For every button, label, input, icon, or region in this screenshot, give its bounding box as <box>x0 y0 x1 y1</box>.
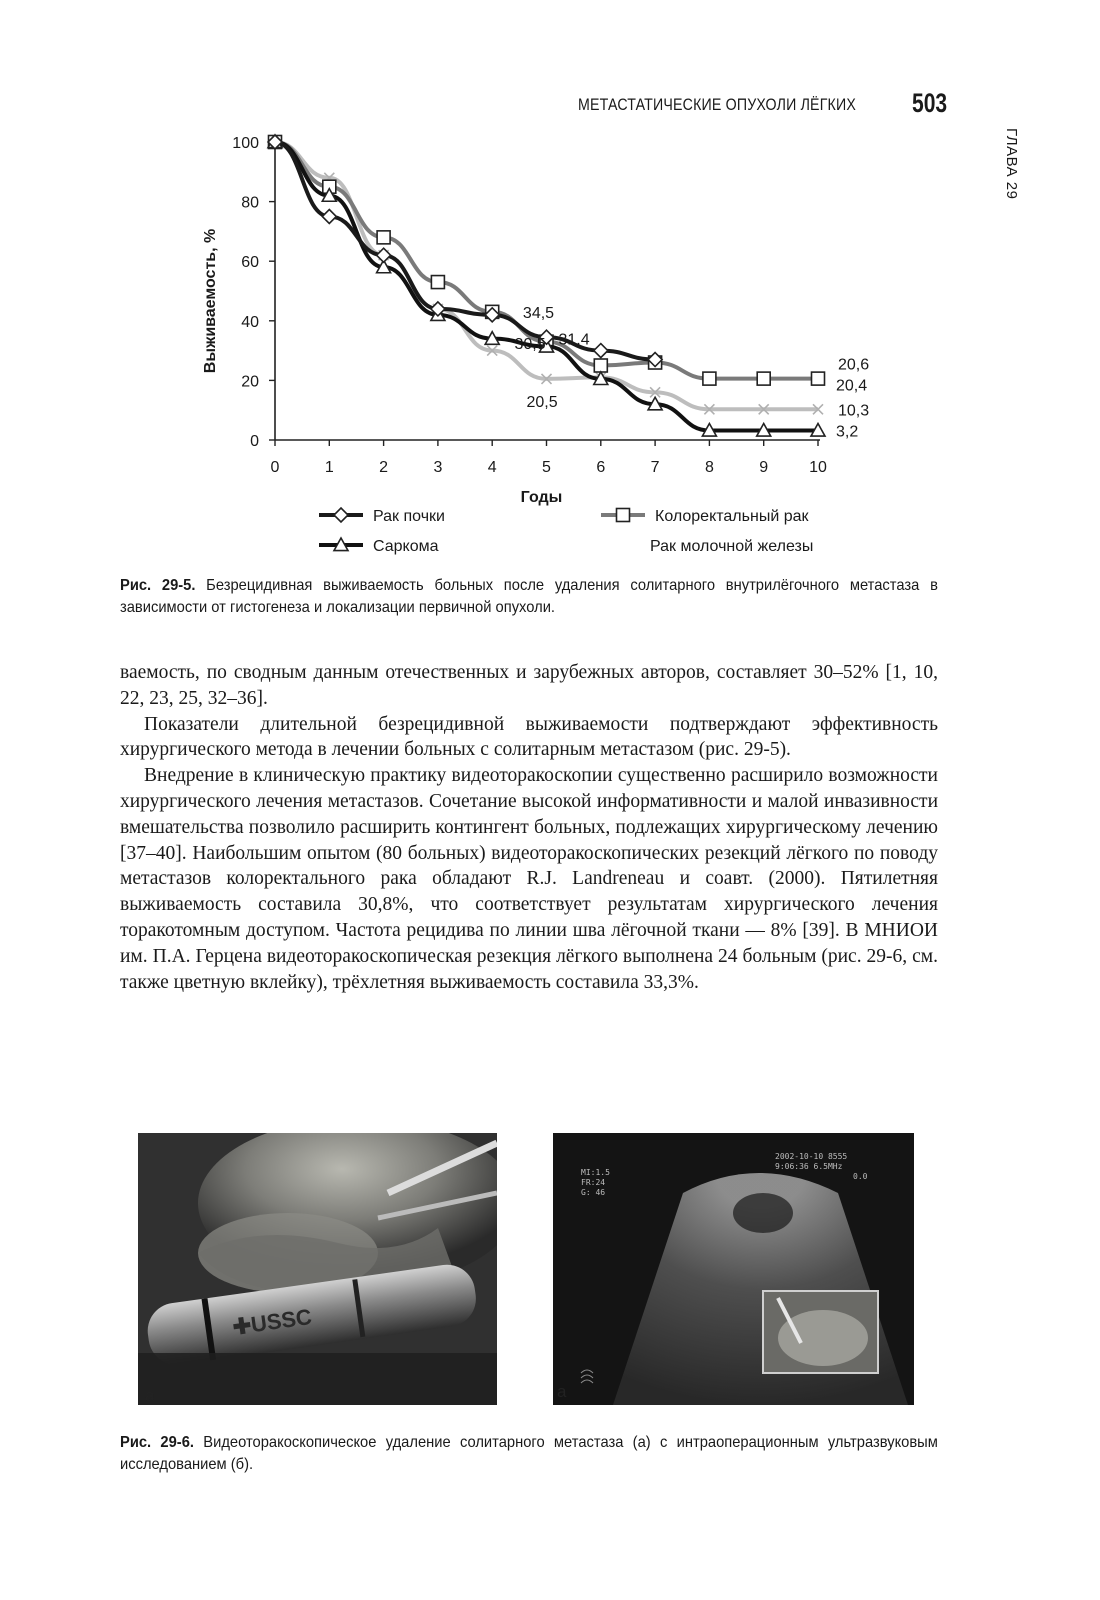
x-tick-label: 10 <box>809 459 827 476</box>
data-label: 31,4 <box>558 331 590 349</box>
body-text <box>120 660 938 995</box>
legend-marker <box>334 508 348 522</box>
instrument-brand: ✚USSC <box>231 1303 314 1340</box>
y-tick-label: 100 <box>232 135 259 152</box>
data-label: 30,5 <box>514 336 546 354</box>
data-label: 3,2 <box>836 423 859 441</box>
x-axis-title: Годы <box>520 489 563 506</box>
y-axis-title: Выживаемость, % <box>202 228 219 374</box>
data-point <box>594 359 607 372</box>
x-tick-label: 6 <box>596 459 606 476</box>
us-datetime: 2002-10-10 8555 <box>775 1152 848 1161</box>
paragraph: ваемость, по сводным данным отечественных и зарубежных авторов, составляет 30–52% [1, 10, 22, 23, 25, 32–36]. <box>120 662 938 709</box>
photo-thoracoscopy <box>138 1133 497 1405</box>
photo-b-label: а <box>557 1382 567 1401</box>
running-title: МЕТАСТАТИЧЕСКИЕ ОПУХОЛИ ЛЁГКИХ <box>578 96 857 114</box>
survival-chart-svg <box>195 125 915 565</box>
figure-caption-29-5 <box>120 575 938 619</box>
y-tick-label: 80 <box>241 194 259 212</box>
us-depth: 0.0 <box>853 1172 868 1181</box>
data-point <box>431 276 444 289</box>
photo-ultrasound <box>553 1133 914 1405</box>
figure-caption-29-6 <box>120 1432 938 1476</box>
chapter-label: ГЛАВА 29 <box>1003 128 1020 200</box>
series-line <box>275 142 818 409</box>
x-tick-label: 0 <box>270 459 280 476</box>
y-tick-label: 20 <box>241 373 259 391</box>
chapter-tab <box>990 128 1020 218</box>
data-point <box>322 210 336 224</box>
us-param-mi: MI:1.5 <box>581 1168 610 1177</box>
paragraph: Показатели длительной безрецидивной выживаемости подтверждают эффективность хирургического метода в лечении больных с солитарным метастазом (рис. 29-5). <box>120 713 938 761</box>
us-time-freq: 9:06:36 6.5MHz <box>775 1162 843 1171</box>
legend-label: Рак молочной железы <box>650 538 814 555</box>
x-tick-label: 2 <box>379 459 389 476</box>
ultrasound-image <box>553 1133 914 1405</box>
legend-label: Саркома <box>373 538 439 555</box>
figure-caption-text: Безрецидивная выживаемость больных после удаления солитарного внутрилёгочного метастаза в зависимости от гистогенеза и локализации первичной опухоли. <box>120 577 938 616</box>
x-tick-label: 8 <box>704 459 714 476</box>
y-tick-label: 0 <box>250 433 259 450</box>
legend-marker <box>617 509 630 522</box>
data-point <box>812 372 825 385</box>
legend-label: Колоректальный рак <box>655 508 809 525</box>
x-tick-label: 1 <box>324 459 334 476</box>
x-tick-label: 4 <box>487 459 497 476</box>
survival-chart <box>195 125 915 565</box>
data-label: 20,5 <box>526 393 558 411</box>
figure-ref: Рис. 29-6. <box>120 1434 194 1451</box>
data-label: 20,6 <box>838 356 870 374</box>
x-tick-label: 5 <box>542 459 551 476</box>
thoracoscopy-image <box>138 1133 497 1405</box>
page-header <box>0 88 1100 128</box>
figure-ref: Рис. 29-5. <box>120 577 196 594</box>
x-tick-label: 9 <box>759 459 769 476</box>
figure-caption-text: Видеоторакоскопическое удаление солитарного метастаза (а) с интраоперационным ультразвуковым исследованием (б). <box>120 1434 938 1473</box>
data-label: 10,3 <box>838 402 870 420</box>
legend-label: Рак почки <box>373 508 445 525</box>
us-param-fr: FR:24 <box>581 1178 606 1187</box>
photo-a-label: а <box>145 1386 155 1405</box>
series-line <box>275 142 818 430</box>
x-tick-label: 7 <box>650 459 660 476</box>
data-point <box>757 372 770 385</box>
data-label: 34,5 <box>522 305 555 323</box>
x-tick-label: 3 <box>433 459 443 476</box>
paragraph: Внедрение в клиническую практику видеоторакоскопии существенно расширило возможности хирургического лечения метастазов. Сочетание высокой информативности и малой инвазивности вмешательства позволило расширить контингент больных, подлежащих хирургическому лечению [37–40]. Наибольшим опытом (80 больных) видеоторакоскопических резекций лёгкого по поводу метастазов колоректального рака обладают R.J. Landreneau и соавт. (2000). Пятилетняя выживаемость составила 30,8%, что соответствует результатам хирургического лечения торакотомным доступом. Частота рецидива по линии шва лёгочной ткани — 8% [39]. В МНИОИ им. П.А. Герцена видеоторакоскопическая резекция лёгкого выполнена 24 больным (рис. 29-6, см. также цветную вклейку), трёхлетняя выживаемость составила 33,3%. <box>120 765 938 993</box>
y-tick-label: 40 <box>241 313 259 331</box>
data-label: 20,4 <box>836 377 868 395</box>
y-tick-label: 60 <box>241 254 259 272</box>
data-point <box>594 344 608 358</box>
data-point <box>377 231 390 244</box>
data-point <box>703 372 716 385</box>
us-param-g: G: 46 <box>581 1188 606 1197</box>
page-number: 503 <box>912 88 948 118</box>
